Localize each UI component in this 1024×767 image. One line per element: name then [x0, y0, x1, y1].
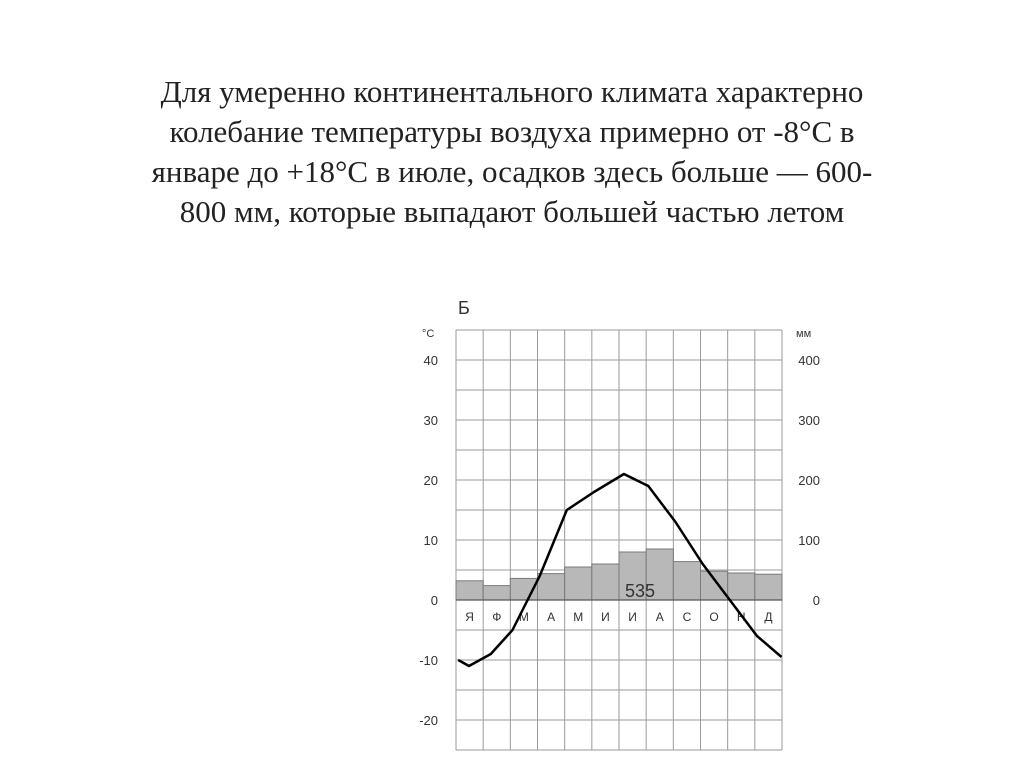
slide-description: [60, 72, 964, 232]
month-label: С: [682, 610, 692, 624]
text-line-4: 800 мм, которые выпадают большей частью летом: [179, 194, 845, 229]
temperature-tick-label: 10: [423, 533, 438, 548]
month-label: А: [547, 610, 556, 624]
climate-chart-svg: [400, 290, 860, 760]
month-label: Н: [736, 610, 746, 624]
precipitation-bar: [673, 562, 700, 600]
chart-grid: [456, 330, 782, 750]
precipitation-bar: [592, 564, 619, 600]
temperature-tick-label: -10: [419, 653, 438, 668]
precipitation-tick-label: 400: [798, 353, 820, 368]
month-label: О: [709, 610, 719, 624]
precipitation-bar: [701, 571, 728, 600]
temperature-tick-label: 30: [423, 413, 438, 428]
temperature-tick-label: 0: [430, 593, 438, 608]
precipitation-bar: [565, 567, 592, 600]
month-label: М: [518, 610, 529, 624]
month-label: Я: [465, 610, 474, 624]
precipitation-bar: [538, 574, 565, 600]
climate-chart: [400, 290, 860, 760]
temperature-tick-label: 20: [423, 473, 438, 488]
text-line-3: январе до +18°С в июле, осадков здесь больше — 600-: [151, 154, 873, 189]
month-label: А: [655, 610, 664, 624]
month-label: И: [601, 610, 610, 624]
precipitation-tick-label: 200: [798, 473, 820, 488]
precipitation-bar: [728, 573, 755, 600]
precipitation-bar: [483, 586, 510, 600]
temperature-tick-label: -20: [419, 713, 438, 728]
right-axis-unit: мм: [796, 328, 812, 340]
precipitation-tick-label: 0: [812, 593, 820, 608]
temperature-tick-label: 40: [423, 353, 438, 368]
text-line-2: колебание температуры воздуха примерно от -8°С в: [169, 114, 855, 149]
text-line-1: Для умеренно континентального климата характерно: [160, 74, 864, 109]
precipitation-bars: [456, 549, 782, 600]
month-label: И: [628, 610, 637, 624]
annual-precipitation-label: 535: [624, 581, 656, 601]
chart-title: Б: [458, 298, 470, 318]
precipitation-bar: [456, 581, 483, 600]
month-label: Ф: [492, 610, 502, 624]
left-axis-unit: °С: [422, 328, 435, 340]
precipitation-tick-label: 300: [798, 413, 820, 428]
precipitation-bar: [755, 574, 782, 600]
month-label: Д: [764, 610, 773, 624]
month-label: М: [573, 610, 584, 624]
precipitation-tick-label: 100: [798, 533, 820, 548]
